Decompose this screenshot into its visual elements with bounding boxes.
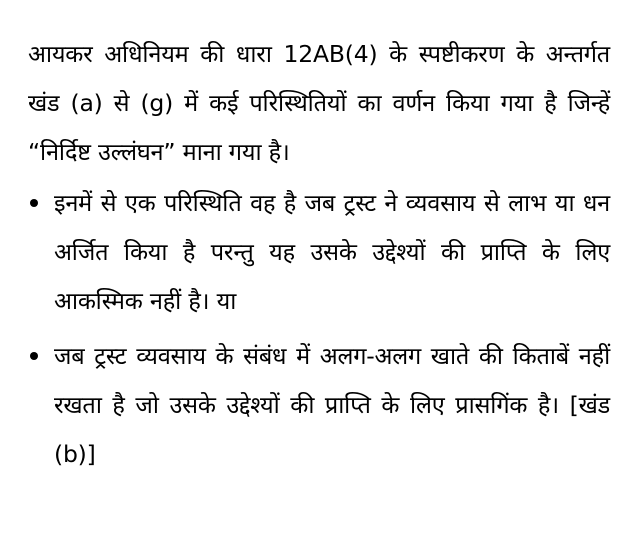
bullet-icon — [30, 199, 38, 207]
list-item — [28, 332, 610, 479]
bullet-list — [28, 179, 610, 479]
bullet-icon — [30, 352, 38, 360]
list-item — [28, 179, 610, 326]
bullet-text: जब ट्रस्ट व्यवसाय के संबंध में अलग-अलग खाते की किताबें नहीं रखता है जो उसके उद्देश्यों की प्राप्ति के लिए प्रासगिंक है। [खंड (b)] — [54, 342, 610, 468]
bullet-text: इनमें से एक परिस्थिति वह है जब ट्रस्ट ने व्यवसाय से लाभ या धन अर्जित किया है परन्तु यह उसके उद्देश्यों की प्राप्ति के लिए आकस्मिक नहीं है। या — [54, 189, 610, 315]
document-body — [28, 30, 610, 485]
intro-paragraph: आयकर अधिनियम की धारा 12AB(4) के स्पष्टीकरण के अन्तर्गत खंड (a) से (g) में कई परिस्थितियों का वर्णन किया गया है जिन्हें “निर्दिष्ट उल्लंघन” माना गया है। — [28, 40, 610, 166]
